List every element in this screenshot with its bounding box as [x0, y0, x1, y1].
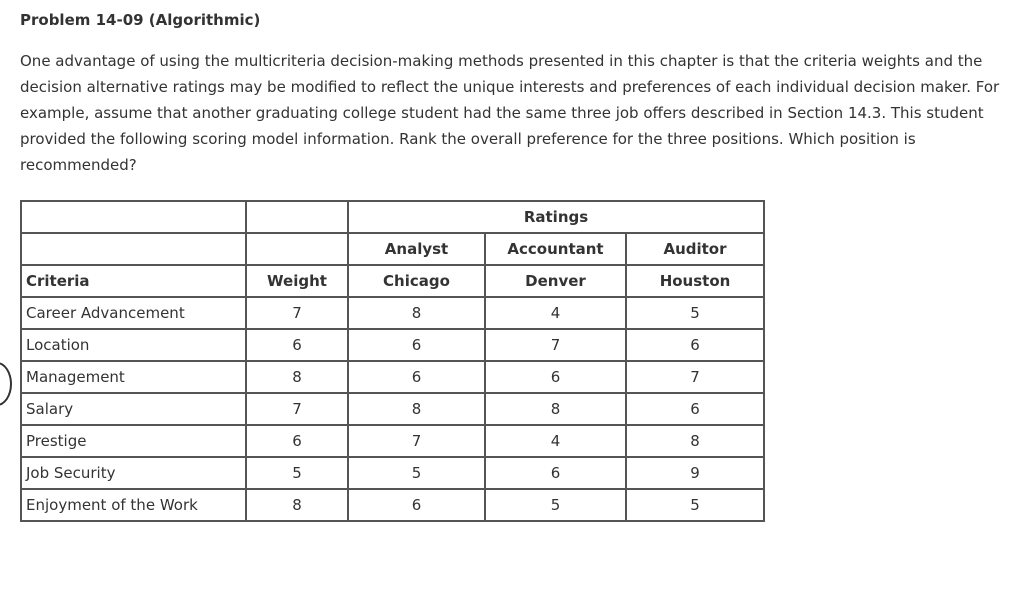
criterion-cell: Job Security	[21, 457, 246, 489]
criterion-cell: Career Advancement	[21, 297, 246, 329]
rating-cell: 5	[485, 489, 626, 521]
weight-cell: 6	[246, 329, 348, 361]
table-header-row-columns	[21, 265, 764, 297]
table-row	[21, 425, 764, 457]
table-row	[21, 329, 764, 361]
rating-cell: 6	[626, 393, 764, 425]
table-row	[21, 489, 764, 521]
rating-cell: 8	[485, 393, 626, 425]
rating-cell: 4	[485, 425, 626, 457]
weight-cell: 8	[246, 489, 348, 521]
position-city: Denver	[485, 265, 626, 297]
table-row	[21, 361, 764, 393]
weight-header: Weight	[246, 265, 348, 297]
ratings-header: Ratings	[348, 201, 764, 233]
scoring-model-table	[20, 200, 765, 522]
empty-cell	[21, 201, 246, 233]
position-title: Auditor	[626, 233, 764, 265]
criterion-cell: Prestige	[21, 425, 246, 457]
rating-cell: 6	[348, 329, 485, 361]
table-header-row-ratings	[21, 201, 764, 233]
rating-cell: 6	[485, 361, 626, 393]
problem-intro: One advantage of using the multicriteria decision-making methods presented in this chapter is that the criteria weights and the decision alternative ratings may be modified to reflect the unique interests and preferences of each individual decision maker. For example, assume that another graduating college student had the same three job offers described in Section 14.3. This student provided the following scoring model information. Rank the overall preference for the three positions. Which position is recommended?	[20, 52, 1000, 174]
criteria-header: Criteria	[21, 265, 246, 297]
rating-cell: 8	[348, 297, 485, 329]
rating-cell: 5	[348, 457, 485, 489]
rating-cell: 9	[626, 457, 764, 489]
position-city: Chicago	[348, 265, 485, 297]
weight-cell: 8	[246, 361, 348, 393]
table-row	[21, 393, 764, 425]
rating-cell: 7	[348, 425, 485, 457]
rating-cell: 4	[485, 297, 626, 329]
rating-cell: 8	[348, 393, 485, 425]
table-row	[21, 297, 764, 329]
rating-cell: 6	[348, 489, 485, 521]
empty-cell	[246, 233, 348, 265]
side-circle-icon[interactable]	[0, 362, 12, 406]
rating-cell: 5	[626, 297, 764, 329]
weight-cell: 7	[246, 297, 348, 329]
rating-cell: 6	[485, 457, 626, 489]
criterion-cell: Enjoyment of the Work	[21, 489, 246, 521]
problem-title: Problem 14-09 (Algorithmic)	[20, 11, 261, 29]
rating-cell: 6	[626, 329, 764, 361]
rating-cell: 5	[626, 489, 764, 521]
rating-cell: 7	[485, 329, 626, 361]
position-title: Accountant	[485, 233, 626, 265]
position-title: Analyst	[348, 233, 485, 265]
criterion-cell: Location	[21, 329, 246, 361]
empty-cell	[21, 233, 246, 265]
table-header-row-titles	[21, 233, 764, 265]
rating-cell: 7	[626, 361, 764, 393]
empty-cell	[246, 201, 348, 233]
criterion-cell: Salary	[21, 393, 246, 425]
weight-cell: 7	[246, 393, 348, 425]
weight-cell: 6	[246, 425, 348, 457]
rating-cell: 8	[626, 425, 764, 457]
table-row	[21, 457, 764, 489]
criterion-cell: Management	[21, 361, 246, 393]
position-city: Houston	[626, 265, 764, 297]
rating-cell: 6	[348, 361, 485, 393]
weight-cell: 5	[246, 457, 348, 489]
